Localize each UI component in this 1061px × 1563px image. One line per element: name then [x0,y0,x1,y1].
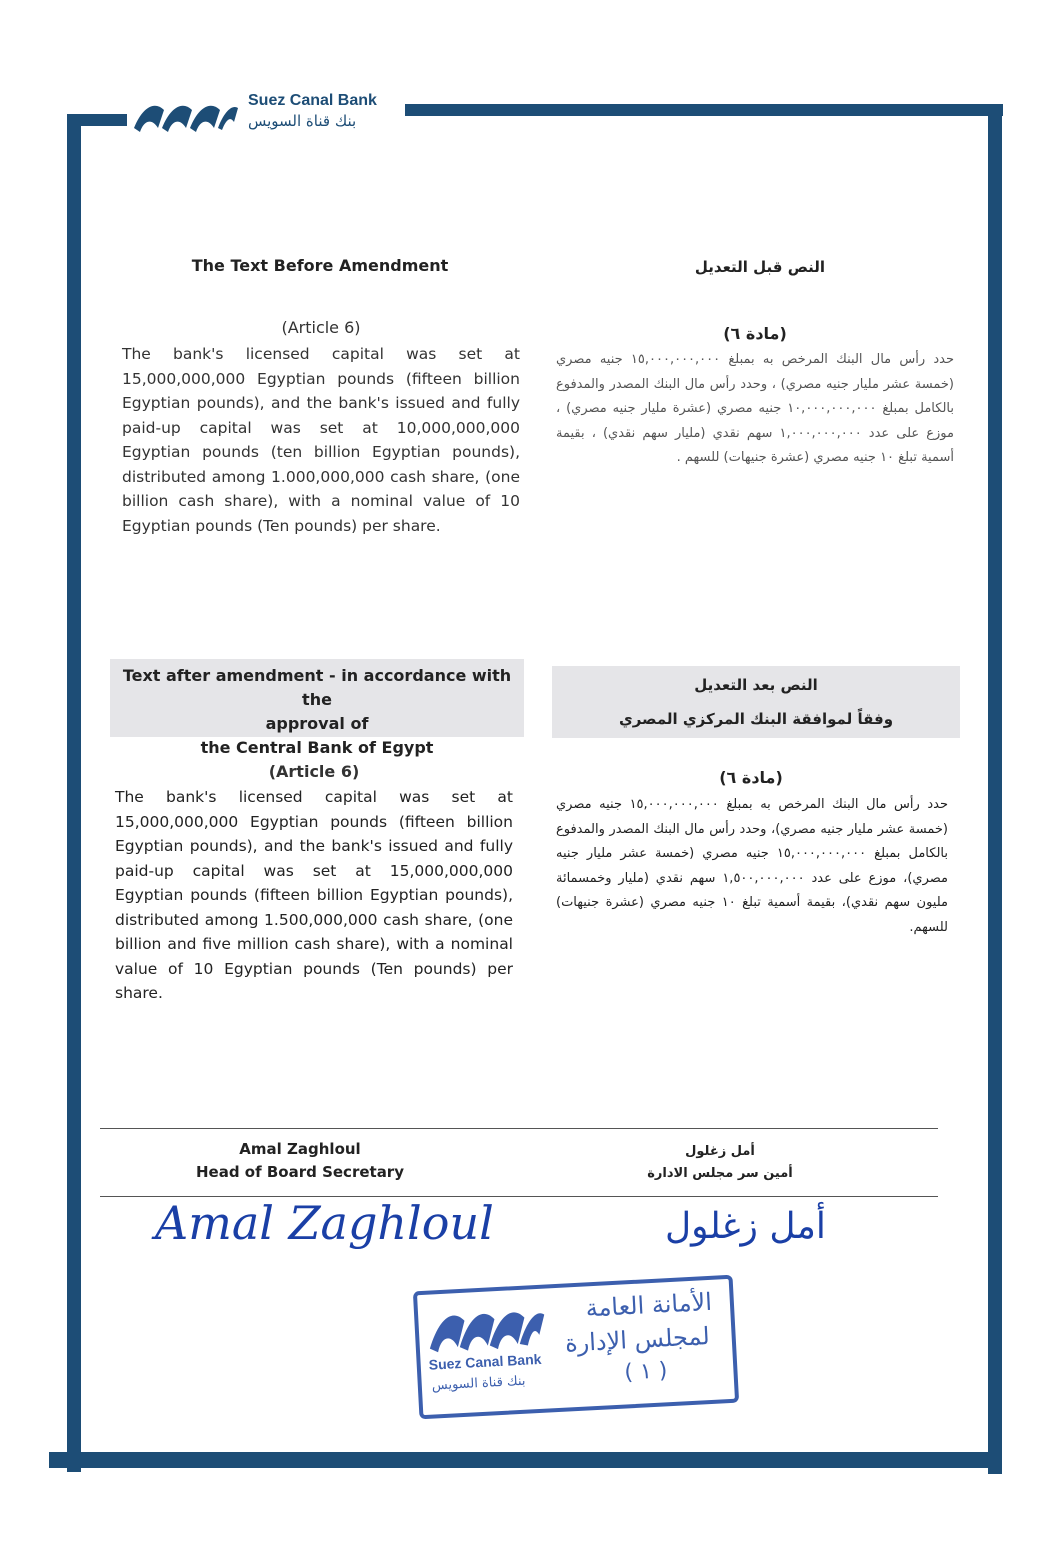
after-heading-en-line1: Text after amendment - in accordance with the [122,666,512,709]
page-frame-right [988,104,1002,1474]
after-heading-ar-line2: وفقاً لموافقة البنك المركزي المصري [618,710,894,728]
after-body-ar: حدد رأس مال البنك المرخص به بمبلغ ١٥,٠٠٠,٠٠٠,٠٠٠ جنيه مصري (خمسة عشر مليار جنيه مصري)، وحدد رأس مال البنك المصدر والمدفوع بالكامل بمبلغ ١٥,٠٠٠,٠٠٠,٠٠٠ جنيه مصري (خمسة عشر مليار جنيه مصري)، موزع على عدد ١,٥٠٠,٠٠٠,٠٠٠ سهم نقدي (مليار وخمسمائة مليون سهم نقدي)، بقيمة أسمية تبلغ ١٠ جنيه مصري (عشرة جنيهات) للسهم. [556,797,949,935]
stamp-number: ( ١ ) [623,1358,669,1386]
before-body-en: The bank's licensed capital was set at 15,000,000,000 Egyptian pounds (fifteen billion Egyptian pounds), and the bank's issued and fully paid-up capital was set at 10,000,000,000 Egyptian pounds (ten billion Egyptian pounds), distributed among 1.000,000,000 cash share, (one billion cash share), with a nominal value of 10 Egyptian pounds (Ten pounds) per share. [122,345,520,535]
bank-logo [132,92,402,142]
signatory-top-rule [100,1128,938,1129]
signatory-name-en: Amal Zaghloul [239,1140,361,1158]
before-heading-ar: النص قبل التعديل [694,258,826,276]
after-heading-en [110,664,524,760]
page-frame-bottom [49,1452,1002,1468]
before-body-ar: حدد رأس مال البنك المرخص به بمبلغ ١٥,٠٠٠,٠٠٠,٠٠٠ جنيه مصري (خمسة عشر مليار جنيه مصري) ، وحدد رأس مال البنك المصدر والمدفوع بالكامل بمبلغ ١٠,٠٠٠,٠٠٠,٠٠٠ جنيه مصري (عشرة مليار جنيه مصري) ، موزع على عدد ١,٠٠٠,٠٠٠,٠٠٠ سهم نقدي (مليار سهم نقدي) ، بقيمة أسمية تبلغ ١٠ جنيه مصري (عشرة جنيهات) للسهم . [556,352,954,465]
stamp-name-en: Suez Canal Bank [428,1350,542,1373]
stamp-name-ar: بنك قناة السويس [431,1373,526,1394]
after-article-ar: (مادة ٦) [719,768,783,787]
page-frame-top-left [67,114,127,126]
wave-logo-icon [132,98,240,134]
board-secretariat-stamp [413,1275,739,1420]
page-frame-top [405,104,1003,116]
signatory-title-en: Head of Board Secretary [196,1163,404,1181]
after-heading-ar-line1: النص بعد التعديل [694,676,818,694]
after-heading-en-line2: approval of [265,714,369,733]
after-article-en: (Article 6) [268,762,360,781]
page-frame-left [67,114,81,1472]
signatory-name-ar: أمل زغلول [685,1144,755,1159]
stamp-line2: لمجلس الإدارة [564,1322,711,1358]
stamp-logo-icon [426,1299,548,1355]
signature-ar: أمل زغلول [665,1206,826,1247]
after-heading-ar [552,668,960,736]
signatory-title-ar: أمين سر مجلس الادارة [647,1166,793,1181]
after-heading-en-line3: the Central Bank of Egypt [200,738,434,757]
before-article-ar: (مادة ٦) [723,324,787,343]
signature-en: Amal Zaghloul [155,1196,494,1250]
before-article-en: (Article 6) [281,318,361,337]
logo-name-ar: بنك قناة السويس [248,112,357,130]
before-heading-en: The Text Before Amendment [191,256,449,275]
after-body-en: The bank's licensed capital was set at 15,000,000,000 Egyptian pounds (fifteen billion Egyptian pounds), and the bank's issued and fully paid-up capital was set at 15,000,000,000 Egyptian pounds (fifteen billion Egyptian pounds), distributed among 1.500,000,000 cash share, (one billion and five million cash share), with a nominal value of 10 Egyptian pounds (Ten pounds) per share. [115,788,513,1002]
logo-name-en: Suez Canal Bank [248,92,377,109]
stamp-line1: الأمانة العامة [584,1287,713,1323]
